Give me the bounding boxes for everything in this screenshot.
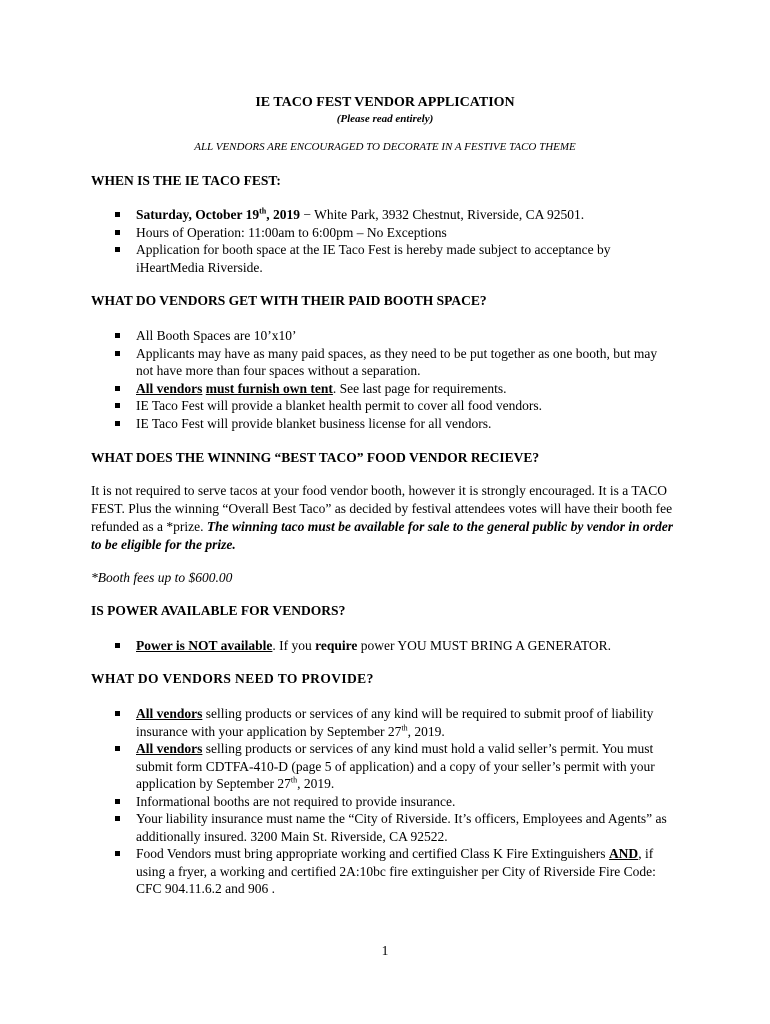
document-title: IE TACO FEST VENDOR APPLICATION [255, 95, 515, 110]
page-number: 1 [381, 943, 389, 958]
list-item: Your liability insurance must name the “City of Riverside. It’s officers, Employees and Agents” as additionally insured. 3200 Main St. Riverside, CA 92522. [110, 810, 670, 845]
list-item: Applicants may have as many paid spaces, as they need to be put together as one booth, but may not have more than four spaces without a separation. [110, 345, 670, 380]
provide-list [110, 705, 670, 898]
list-item: Food Vendors must bring appropriate working and certified Class K Fire Extinguishers AND, if using a fryer, a working and certified 2A:10bc fire extinguisher per City of Riverside Fire Code: CFC 904.11.6.2 and 906 . [110, 845, 670, 898]
list-item: Application for booth space at the IE Taco Fest is hereby made subject to acceptance by iHeartMedia Riverside. [110, 241, 670, 276]
when-list [110, 206, 670, 276]
booth-fee-footnote: *Booth fees up to $600.00 [91, 570, 233, 585]
power-not-available: Power is NOT available [136, 638, 273, 653]
tent-requirement: must furnish own tent [205, 380, 333, 396]
section-heading-when: WHEN IS THE IE TACO FEST: [91, 173, 281, 188]
section-heading-provide: WHAT DO VENDORS NEED TO PROVIDE? [91, 671, 374, 686]
document-subtitle: (Please read entirely) [336, 113, 434, 125]
list-item: IE Taco Fest will provide blanket business license for all vendors. [110, 415, 670, 433]
list-item: Power is NOT available. If you require power YOU MUST BRING A GENERATOR. [110, 637, 670, 655]
list-item: All vendors must furnish own tent. See last page for requirements. [110, 380, 670, 398]
all-vendors-emphasis: All vendors [136, 380, 203, 396]
booth-list [110, 327, 670, 432]
section-heading-booth: WHAT DO VENDORS GET WITH THEIR PAID BOOTH SPACE? [91, 293, 487, 308]
section-heading-best-taco: WHAT DOES THE WINNING “BEST TACO” FOOD VENDOR RECIEVE? [91, 450, 540, 465]
best-taco-paragraph: It is not required to serve tacos at your food vendor booth, however it is strongly encouraged. It is a TACO FEST. Plus the winning “Overall Best Taco” as decided by festival attendees votes will have their booth fee refunded as a *prize. The winning taco must be available for sale to the general public by vendor in order to be eligible for the prize. [91, 483, 673, 552]
list-item: Informational booths are not required to provide insurance. [110, 793, 670, 811]
list-item: Hours of Operation: 11:00am to 6:00pm – No Exceptions [110, 224, 670, 242]
list-item [110, 206, 670, 224]
power-list [110, 637, 670, 655]
list-item: All vendors selling products or services of any kind must hold a valid seller’s permit. You must submit form CDTFA-410-D (page 5 of application) and a copy of your seller’s permit with your application by September 27th, 2019. [110, 740, 670, 793]
event-date: Saturday, October 19th, 2019 [136, 206, 301, 222]
event-location: − White Park, 3932 Chestnut, Riverside, CA 92501. [300, 207, 585, 222]
list-item: IE Taco Fest will provide a blanket health permit to cover all food vendors. [110, 397, 670, 415]
list-item: All Booth Spaces are 10’x10’ [110, 327, 670, 345]
decoration-note: ALL VENDORS ARE ENCOURAGED TO DECORATE IN A FESTIVE TACO THEME [194, 141, 576, 153]
list-item: All vendors selling products or services of any kind will be required to submit proof of liability insurance with your application by September 27th, 2019. [110, 705, 670, 740]
prize-eligibility: The winning taco must be available for sale to the general public by vendor in order to be eligible for the prize. [91, 519, 673, 552]
section-heading-power: IS POWER AVAILABLE FOR VENDORS? [91, 603, 346, 618]
